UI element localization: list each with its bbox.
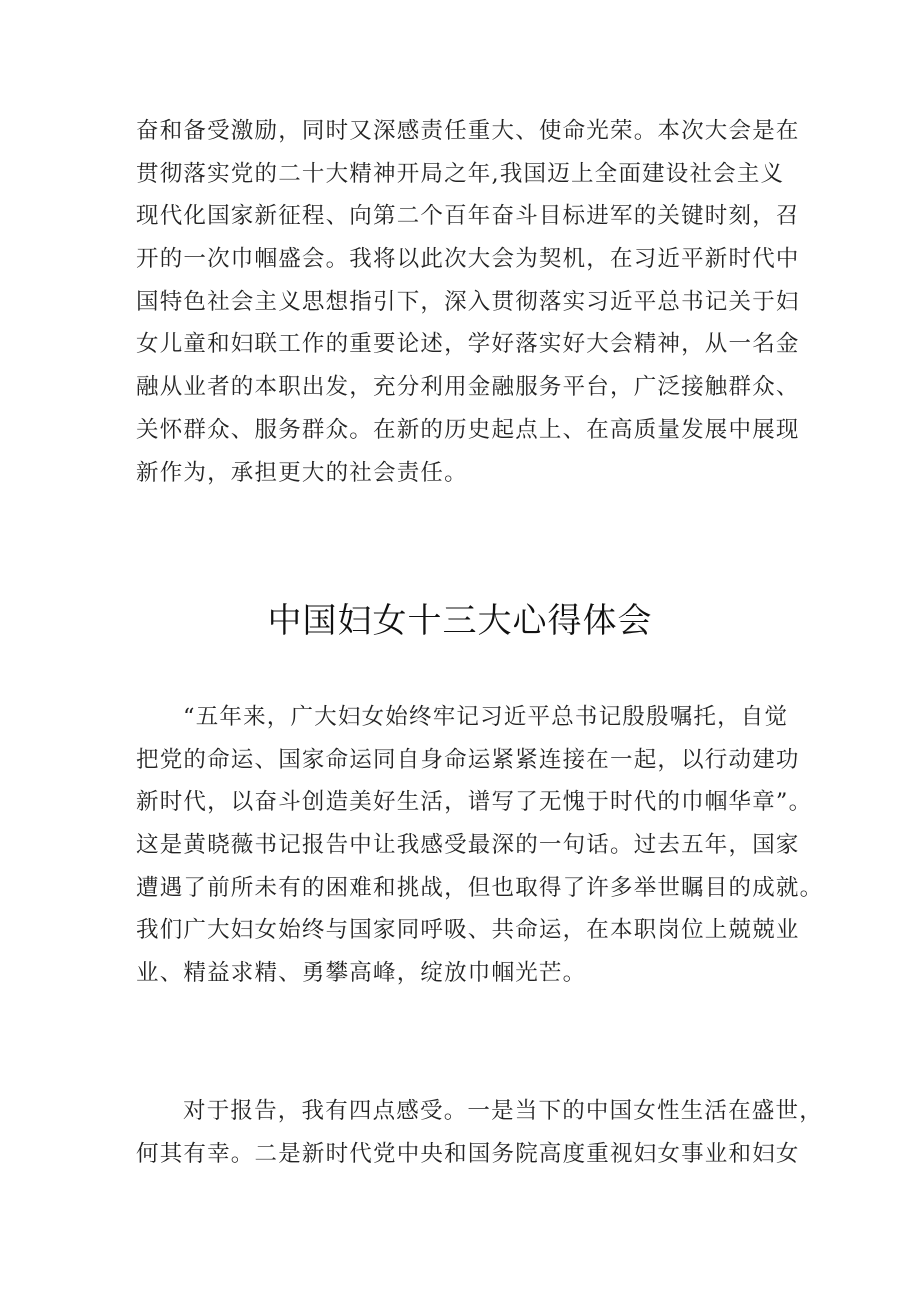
paragraph-line: 开的一次巾帼盛会。我将以此次大会为契机，在习近平新时代中 (136, 246, 800, 273)
paragraph-line: 我们广大妇女始终与国家同呼吸、共命运，在本职岗位上兢兢业 (136, 917, 800, 944)
paragraph-line: 业、精益求精、勇攀高峰，绽放巾帼光芒。 (136, 960, 587, 987)
paragraph-line: 把党的命运、国家命运同自身命运紧紧连接在一起，以行动建功 (136, 746, 800, 773)
paragraph-continuation (136, 110, 800, 494)
paragraph-quote (136, 696, 824, 995)
paragraph-line: “五年来，广大妇女始终牢记习近平总书记殷殷嘱托，自觉 (183, 704, 789, 730)
paragraph-line: 奋和备受激励，同时又深感责任重大、使命光荣。本次大会是在 (136, 118, 800, 144)
paragraph-line: 对于报告，我有四点感受。一是当下的中国女性生活在盛世， (183, 1098, 823, 1124)
paragraph-line: 国特色社会主义思想指引下，深入贯彻落实习近平总书记关于妇 (136, 288, 800, 315)
paragraph-line: 现代化国家新征程、向第二个百年奋斗目标进军的关键时刻，召 (136, 203, 800, 230)
section-title: 中国妇女十三大心得体会 (267, 601, 653, 641)
paragraph-line: 关怀群众、服务群众。在新的历史起点上、在高质量发展中展现 (136, 416, 800, 443)
paragraph-line: 新时代，以奋斗创造美好生活，谱写了无愧于时代的巾帼华章”。 (136, 789, 813, 816)
paragraph-line: 何其有幸。二是新时代党中央和国务院高度重视妇女事业和妇女 (136, 1140, 800, 1167)
paragraph-line: 新作为，承担更大的社会责任。 (136, 459, 468, 486)
paragraph-line: 遭遇了前所未有的困难和挑战，但也取得了许多举世瞩目的成就。 (136, 874, 824, 901)
paragraph-line: 这是黄晓薇书记报告中让我感受最深的一句话。过去五年，国家 (136, 832, 800, 859)
paragraph-line: 融从业者的本职出发，充分利用金融服务平台，广泛接触群众、 (136, 374, 800, 401)
paragraph-line: 贯彻落实党的二十大精神开局之年,我国迈上全面建设社会主义 (136, 160, 785, 187)
paragraph-line: 女儿童和妇联工作的重要论述，学好落实好大会精神，从一名金 (136, 331, 800, 358)
paragraph-feelings (136, 1090, 823, 1175)
